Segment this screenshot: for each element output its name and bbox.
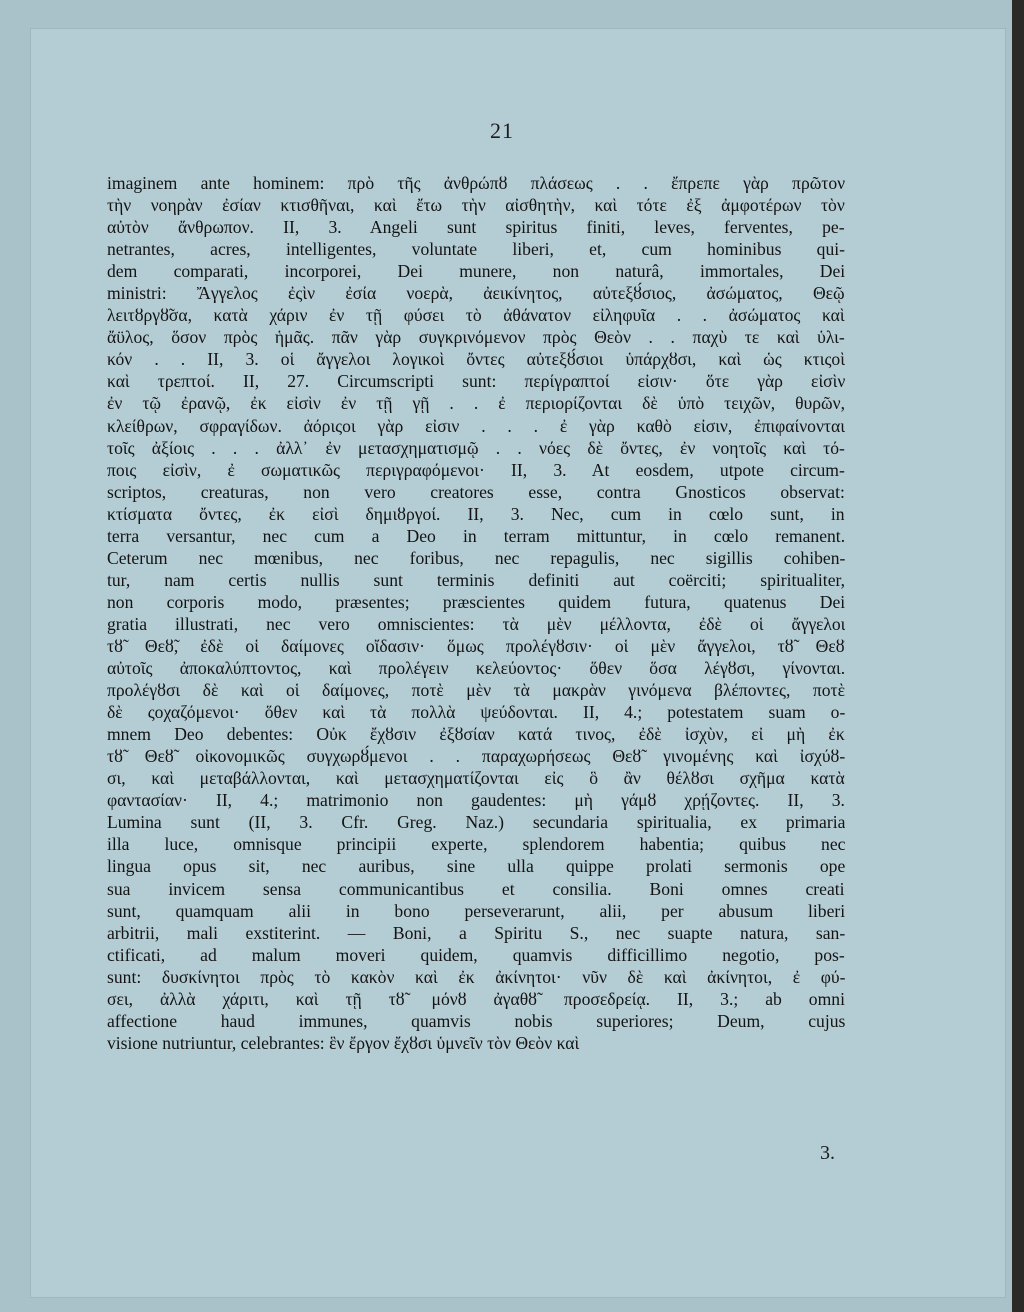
text-line: Ceterum nec mœnibus, nec foribus, nec repagulis, nec sigillis cohiben- [107, 547, 845, 568]
text-line: imaginem ante hominem: πρὸ τῆς ἀνθρώπȣ πλάσεως . . ἔπρεπε γὰρ πρῶτον [107, 173, 845, 193]
text-line: ἐν τῷ ἐρανῷ, ἐκ εἰσὶν ἐν τῇ γῇ . . ἐ περιορίζονται δὲ ὑπὸ τειχῶν, θυρῶν, [107, 393, 845, 414]
text-line: mnem Deo debentes: Οὐκ ἔχȣσιν ἐξȣσίαν κατά τινος, ἐδὲ ἰσχὺν, εἰ μὴ ἐκ [107, 724, 845, 745]
text-line: αὐτὸν ἄνθρωπον. II, 3. Angeli sunt spiritus finiti, leves, ferventes, pe- [107, 217, 845, 238]
text-line: σει, ἀλλὰ χάριτι, καὶ τῇ τȣ̃ μόνȣ ἀγαθȣ̃ προσεδρείᾳ. II, 3.; ab omni [107, 988, 845, 1009]
text-line: λειτȣργȣ̃σα, κατὰ χάριν ἐν τῇ φύσει τὸ ἀθάνατον εἰληφυῖα . . ἀσώματος καὶ [107, 305, 845, 326]
text-line: sua invicem sensa communicantibus et consilia. Boni omnes creati [107, 878, 845, 899]
text-line: illa luce, omnisque principii experte, splendorem habentia; quibus nec [107, 834, 845, 855]
text-line: δὲ ςοχαζόμενοι· ὅθεν καὶ τὰ πολλὰ ψεύδονται. II, 4.; potestatem suam o- [107, 702, 845, 723]
text-line: κόν . . II, 3. οἱ ἄγγελοι λογικοὶ ὄντες αὐτεξȣ́σιοι ὑπάρχȣσι, καὶ ὡς κτιςοὶ [107, 349, 845, 370]
text-line: τὴν νοηρὰν ἐσίαν κτισθῆναι, καὶ ἔτω τὴν αἰσθητὴν, καὶ τότε ἐξ ἀμφοτέρων τὸν [107, 195, 845, 216]
text-line: scriptos, creaturas, non vero creatores esse, contra Gnosticos observat: [107, 481, 845, 502]
text-line: ποις εἰσὶν, ἐ σωματικῶς περιγραφόμενοι· II, 3. At eosdem, utpote circum- [107, 459, 845, 480]
body-text [107, 172, 845, 1054]
text-line: arbitrii, mali exstiterint. — Boni, a Spiritu S., nec suapte natura, san- [107, 922, 845, 943]
text-line: ctificati, ad malum moveri quidem, quamvis difficillimo negotio, pos- [107, 944, 845, 965]
text-line: καὶ τρεπτοί. II, 27. Circumscripti sunt: περίγραπτοί εἰσιν· ὅτε γὰρ εἰσὶν [107, 371, 845, 392]
text-line: sunt, quamquam alii in bono perseverarunt, alii, per abusum liberi [107, 900, 845, 921]
text-line: gratia illustrati, nec vero omniscientes: τὰ μὲν μέλλοντα, ἐδὲ οἱ ἄγγελοι [107, 613, 845, 634]
page-number: 21 [490, 118, 514, 143]
text-line: lingua opus sit, nec auribus, sine ulla quippe prolati sermonis ope [107, 856, 845, 877]
text-line: προλέγȣσι δὲ καὶ οἱ δαίμονες, ποτὲ μὲν τὰ μακρὰν γινόμενα βλέποντες, ποτὲ [107, 680, 845, 701]
text-line: non corporis modo, præsentes; præscientes quidem futura, quatenus Dei [107, 591, 845, 612]
text-line: ἄϋλος, ὅσον πρὸς ἡμᾶς. πᾶν γὰρ συγκρινόμενον πρὸς Θεὸν . . παχὺ τε καὶ ὑλι- [107, 327, 845, 348]
text-line: affectione haud immunes, quamvis nobis superiores; Deum, cujus [107, 1010, 845, 1031]
page-edge [1012, 0, 1024, 1312]
text-line: τȣ̃ Θεȣ̃ οἰκονομικῶς συγχωρȣ́μενοι . . παραχωρήσεως Θεȣ̃ γινομένης καὶ ἰσχύȣ- [107, 746, 845, 767]
text-line: netrantes, acres, intelligentes, voluntate liberi, et, cum hominibus qui- [107, 239, 845, 260]
text-line: dem comparati, incorporei, Dei munere, non naturâ, immortales, Dei [107, 261, 845, 282]
text-line: σι, καὶ μεταβάλλονται, καὶ μετασχηματίζονται εἰς ὃ ἂν θέλȣσι σχῆμα κατὰ [107, 768, 845, 789]
signature-mark: 3. [820, 1142, 835, 1164]
text-line: sunt: δυσκίνητοι πρὸς τὸ κακὸν καὶ ἐκ ἀκίνητοι· νῦν δὲ καὶ ἀκίνητοι, ἐ φύ- [107, 966, 845, 987]
text-line: αὐτοῖς ἀποκαλύπτοντος, καὶ προλέγειν κελεύοντος· ὅθεν ὅσα λέγȣσι, γίνονται. [107, 658, 845, 679]
text-line: φαντασίαν· II, 4.; matrimonio non gaudentes: μὴ γάμȣ χρῄζοντες. II, 3. [107, 790, 845, 811]
text-line: τοῖς ἀξίοις . . . ἀλλ᾽ ἐν μετασχηματισμῷ . . νόες δὲ ὄντες, ἐν νοητοῖς καὶ τό- [107, 437, 845, 458]
text-line: Lumina sunt (II, 3. Cfr. Greg. Naz.) secundaria spiritualia, ex primaria [107, 812, 845, 833]
text-line: τȣ̃ Θεȣ̃, ἐδὲ οἱ δαίμονες οἴδασιν· ὅμως προλέγȣσιν· οἱ μὲν ἄγγελοι, τȣ̃ Θεȣ̃ [107, 635, 845, 656]
text-line: κτίσματα ὄντες, ἐκ εἰσὶ δημιȣργοί. II, 3. Nec, cum in cœlo sunt, in [107, 503, 845, 524]
text-line: κλείθρων, σφραγίδων. ἀόριςοι γὰρ εἰσιν . . . ἐ γὰρ καθὸ εἰσιν, ἐπιφαίνονται [107, 415, 845, 436]
text-line: terra versantur, nec cum a Deo in terram mittuntur, in cœlo remanent. [107, 525, 845, 546]
text-line: tur, nam certis nullis sunt terminis definiti aut coërciti; spiritualiter, [107, 569, 845, 590]
text-line: ministri: Ἄγγελος ἐςὶν ἐσία νοερὰ, ἀεικίνητος, αὐτεξȣ́σιος, ἀσώματος, Θεῷ [107, 283, 845, 304]
text-line: visione nutriuntur, celebrantes: ἓν ἔργον ἔχȣσι ὑμνεῖν τὸν Θεὸν καὶ [107, 1032, 580, 1053]
